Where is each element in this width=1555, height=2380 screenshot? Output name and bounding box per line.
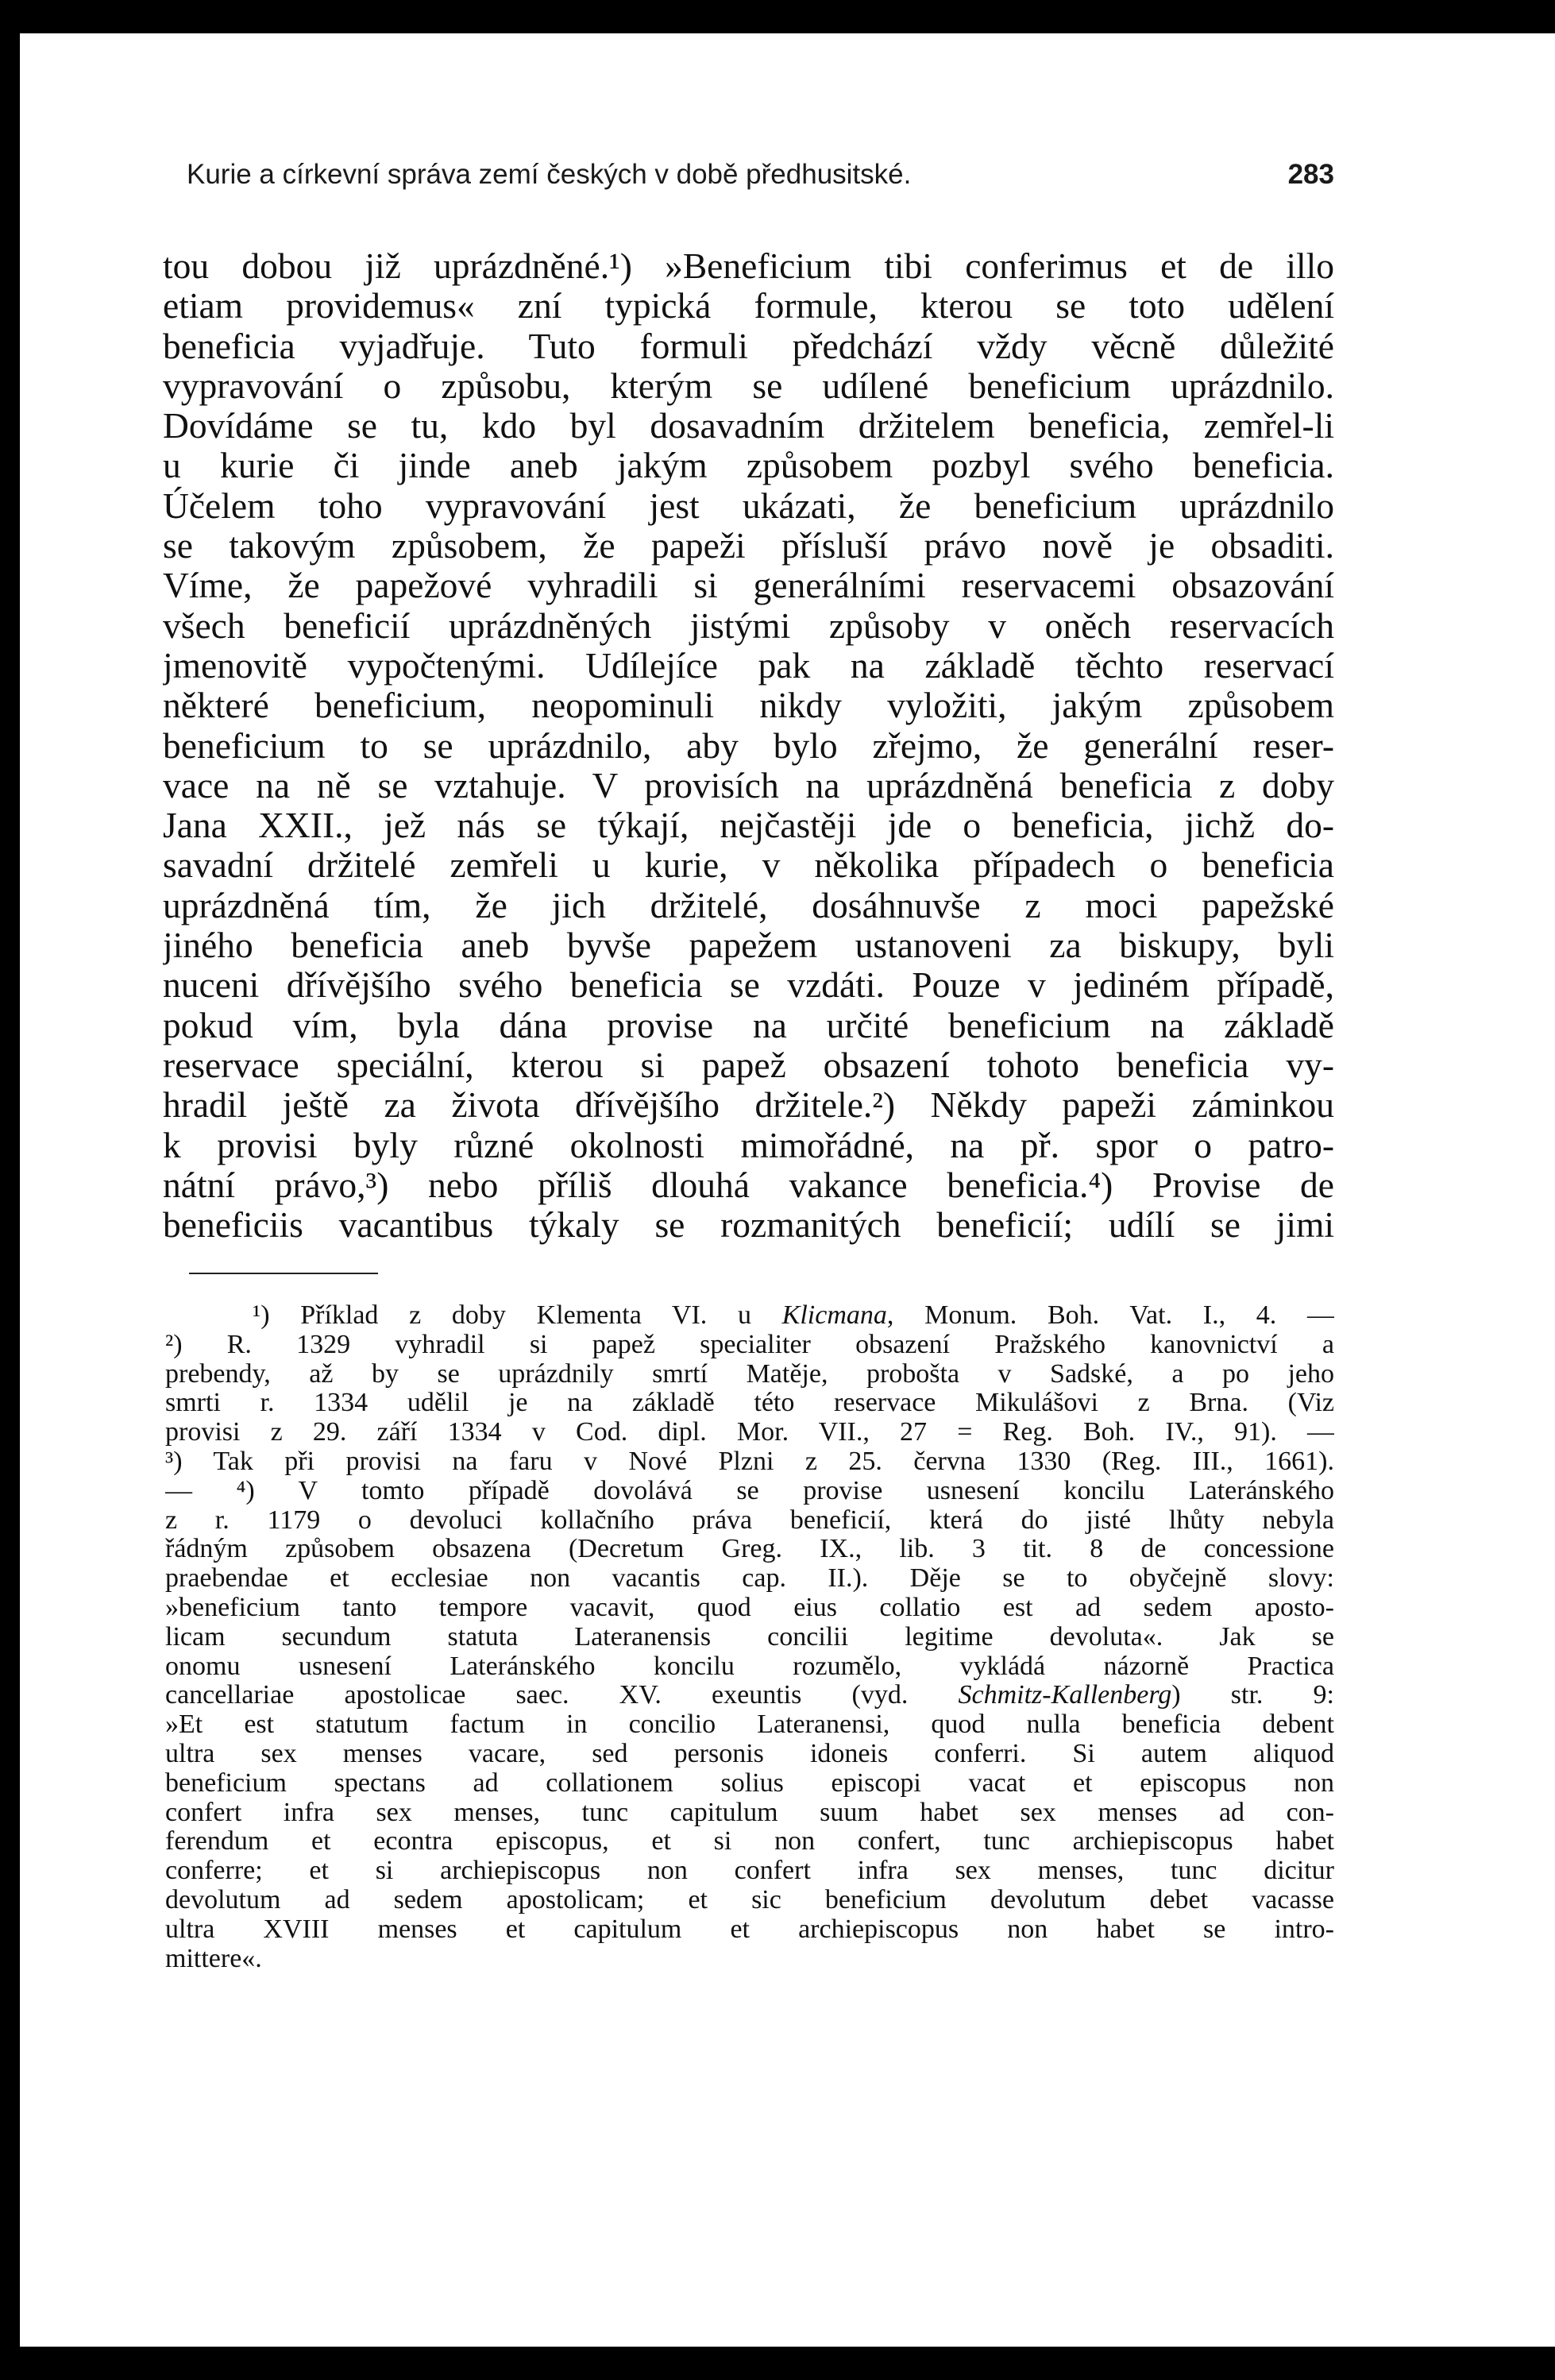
text-line: savadní držitelé zemřeli u kurie, v několika případech o beneficia	[163, 845, 1334, 886]
footnote-line: prebendy, až by se uprázdnily smrtí Matěje, probošta v Sadské, a po jeho	[165, 1359, 1334, 1389]
text-line: jiného beneficia aneb byvše papežem ustanoveni za biskupy, byli	[163, 925, 1334, 966]
page-number: 283	[1287, 159, 1334, 190]
text-line: nátní právo,³) nebo příliš dlouhá vakance beneficia.⁴) Provise de	[163, 1165, 1334, 1205]
footnote-rule	[189, 1273, 378, 1274]
footnote-line: ¹) Příklad z doby Klementa VI. u Klicmana, Monum. Boh. Vat. I., 4. —	[253, 1301, 1334, 1330]
running-header	[187, 159, 1334, 214]
text-line: u kurie či jinde aneb jakým způsobem pozbyl svého beneficia.	[163, 446, 1334, 486]
footnote-line: licam secundum statuta Lateranensis concilii legitime devoluta«. Jak se	[165, 1622, 1334, 1652]
text-line: etiam providemus« zní typická formule, kterou se toto udělení	[163, 286, 1334, 326]
text-line: všech beneficií uprázdněných jistými způsoby v oněch reservacích	[163, 605, 1334, 646]
footnote-line: ferendum et econtra episcopus, et si non confert, tunc archiepiscopus habet	[165, 1827, 1334, 1856]
footnote-line: confert infra sex menses, tunc capitulum suum habet sex menses ad con-	[165, 1798, 1334, 1827]
text-line: uprázdněná tím, že jich držitelé, dosáhnuvše z moci papežské	[163, 885, 1334, 925]
text-line: beneficium to se uprázdnilo, aby bylo zřejmo, že generální reser-	[163, 725, 1334, 766]
footnote-line: ³) Tak při provisi na faru v Nové Plzni z 25. června 1330 (Reg. III., 1661).	[165, 1447, 1334, 1476]
text-line: reservace speciální, kterou si papež obsazení tohoto beneficia vy-	[163, 1045, 1334, 1085]
text-line: hradil ještě za života dřívějšího držitele.²) Někdy papeži záminkou	[163, 1085, 1334, 1126]
text-line: nuceni dřívějšího svého beneficia se vzdáti. Pouze v jediném případě,	[163, 965, 1334, 1006]
text-line: k provisi byly různé okolnosti mimořádné, na př. spor o patro-	[163, 1125, 1334, 1165]
footnotes	[165, 1301, 1334, 1973]
footnote-line: řádným způsobem obsazena (Decretum Greg. IX., lib. 3 tit. 8 de concessione	[165, 1535, 1334, 1564]
text-line: některé beneficium, neopominuli nikdy vyložiti, jakým způsobem	[163, 686, 1334, 726]
footnote-line: cancellariae apostolicae saec. XV. exeuntis (vyd. Schmitz-Kallenberg) str. 9:	[165, 1681, 1334, 1710]
text-line: vypravování o způsobu, kterým se udílené beneficium uprázdnilo.	[163, 365, 1334, 406]
footnote-line: smrti r. 1334 udělil je na základě této reservace Mikulášovi z Brna. (Viz	[165, 1389, 1334, 1418]
text-line: beneficiis vacantibus týkaly se rozmanitých beneficií; udílí se jimi	[163, 1205, 1334, 1246]
footnote-line: beneficium spectans ad collationem solius episcopi vacat et episcopus non	[165, 1768, 1334, 1798]
text-line: se takovým způsobem, že papeži přísluší právo nově je obsaditi.	[163, 526, 1334, 566]
text-line: pokud vím, byla dána provise na určité beneficium na základě	[163, 1005, 1334, 1045]
running-title: Kurie a církevní správa zemí českých v době předhusitské.	[187, 159, 912, 190]
footnote-line: mittere«.	[165, 1944, 262, 1973]
footnote-line: »beneficium tanto tempore vacavit, quod eius collatio est ad sedem aposto-	[165, 1593, 1334, 1622]
footnote-line: devolutum ad sedem apostolicam; et sic beneficium devolutum debet vacasse	[165, 1885, 1334, 1914]
text-line: vace na ně se vztahuje. V provisích na uprázdněná beneficia z doby	[163, 765, 1334, 806]
footnote-line: ultra XVIII menses et capitulum et archiepiscopus non habet se intro-	[165, 1914, 1334, 1944]
footnote-line: ultra sex menses vacare, sed personis idoneis conferri. Si autem aliquod	[165, 1739, 1334, 1768]
text-line: tou dobou již uprázdněné.¹) »Beneficium tibi conferimus et de illo	[163, 246, 1334, 286]
text-line: beneficia vyjadřuje. Tuto formuli předchází vždy věcně důležité	[163, 326, 1334, 366]
main-text	[163, 246, 1334, 1245]
text-line: Dovídáme se tu, kdo byl dosavadním držitelem beneficia, zemřel-li	[163, 406, 1334, 446]
footnote-line: »Et est statutum factum in concilio Lateranensi, quod nulla beneficia debent	[165, 1710, 1334, 1740]
footnote-line: praebendae et ecclesiae non vacantis cap. II.). Děje se to obyčejně slovy:	[165, 1564, 1334, 1594]
text-line: Jana XXII., jež nás se týkají, nejčastěji jde o beneficia, jichž do-	[163, 806, 1334, 846]
footnote-line: provisi z 29. září 1334 v Cod. dipl. Mor. VII., 27 = Reg. Boh. IV., 91). —	[165, 1418, 1334, 1447]
footnote-line: ²) R. 1329 vyhradil si papež specialiter obsazení Pražského kanovnictví a	[165, 1330, 1334, 1359]
text-line: jmenovitě vypočtenými. Udílejíce pak na základě těchto reservací	[163, 645, 1334, 686]
text-line: Účelem toho vypravování jest ukázati, že beneficium uprázdnilo	[163, 485, 1334, 526]
footnote-line: onomu usnesení Lateránského koncilu rozumělo, vykládá názorně Practica	[165, 1652, 1334, 1681]
footnote-line: — ⁴) V tomto případě dovolává se provise usnesení koncilu Lateránského	[165, 1476, 1334, 1505]
footnote-line: conferre; et si archiepiscopus non confert infra sex menses, tunc dicitur	[165, 1856, 1334, 1886]
text-line: Víme, že papežové vyhradili si generálními reservacemi obsazování	[163, 566, 1334, 606]
footnote-line: z r. 1179 o devoluci kollačního práva beneficií, která do jisté lhůty nebyla	[165, 1505, 1334, 1535]
